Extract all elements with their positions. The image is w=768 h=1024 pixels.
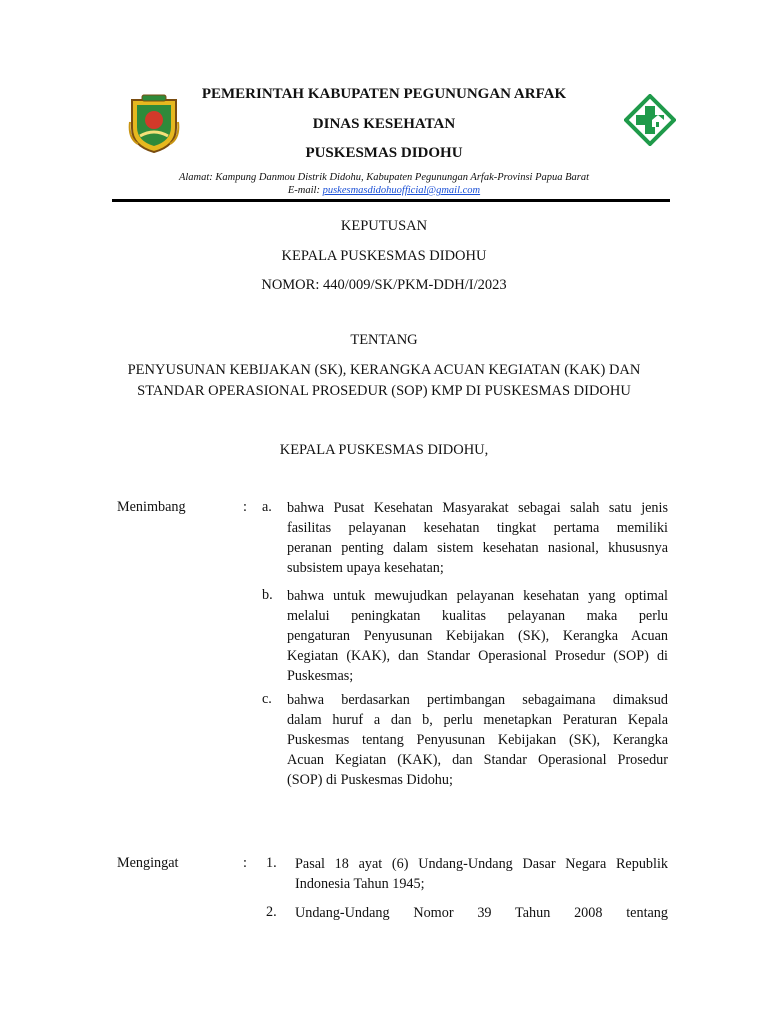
menimbang-c-line: dalam huruf a dan b, perlu menetapkan Peraturan Kepala xyxy=(287,712,668,728)
mengingat-item-2 xyxy=(295,903,668,923)
mengingat-2-line: Undang-Undang Nomor 39 Tahun 2008 tentang xyxy=(295,905,668,921)
menimbang-marker-a: a. xyxy=(262,499,272,515)
decree-title: KEPUTUSAN xyxy=(340,218,428,234)
menimbang-a-line: bahwa Pusat Kesehatan Masyarakat sebagai salah satu jenis xyxy=(287,500,668,516)
menimbang-colon: : xyxy=(243,499,247,515)
header-government: PEMERINTAH KABUPATEN PEGUNUNGAN ARFAK xyxy=(201,86,567,102)
menimbang-a-line: fasilitas pelayanan kesehatan tingkat pertama memiliki xyxy=(287,520,668,536)
decree-issuer: KEPALA PUSKESMAS DIDOHU xyxy=(281,248,487,264)
menimbang-b-line: Puskesmas; xyxy=(287,668,354,684)
menimbang-c-line: bahwa berdasarkan pertimbangan sebagaimana dimaksud xyxy=(287,692,668,708)
menimbang-b-line: bahwa untuk mewujudkan pelayanan kesehatan yang optimal xyxy=(287,588,668,604)
menimbang-marker-b: b. xyxy=(262,587,273,603)
menimbang-label: Menimbang xyxy=(117,499,186,515)
mengingat-1-line: Indonesia Tahun 1945; xyxy=(295,876,425,892)
email-label: E-mail: xyxy=(287,185,320,196)
menimbang-b-line: melalui peningkatan kualitas pelayanan maka perlu xyxy=(287,608,668,624)
menimbang-b-line: Kegiatan (KAK), dan Standar Operasional Prosedur (SOP) di xyxy=(287,648,668,664)
menimbang-a-line: subsistem upaya kesehatan; xyxy=(287,560,444,576)
header-address: Alamat: Kampung Danmou Distrik Didohu, Kabupaten Pegunungan Arfak-Provinsi Papua Barat xyxy=(178,172,590,183)
header-department: DINAS KESEHATAN xyxy=(312,116,456,132)
header-divider xyxy=(112,199,670,202)
mengingat-label: Mengingat xyxy=(117,855,179,871)
menimbang-a-line: peranan penting dalam sistem kesehatan nasional, khususnya xyxy=(287,540,668,556)
header-unit: PUSKESMAS DIDOHU xyxy=(305,145,463,161)
email-link[interactable]: puskesmasdidohuofficial@gmail.com xyxy=(322,185,481,196)
mengingat-marker-1: 1. xyxy=(266,855,277,871)
menimbang-c-line: (SOP) di Puskesmas Didohu; xyxy=(287,772,453,788)
menimbang-c-line: Acuan Kegiatan (KAK), dan Standar Operasional Prosedur xyxy=(287,752,668,768)
decree-subject-line1: PENYUSUNAN KEBIJAKAN (SK), KERANGKA ACUAN KEGIATAN (KAK) DAN xyxy=(127,362,641,378)
menimbang-item-a xyxy=(287,498,668,578)
menimbang-b-line: pengaturan Penyusunan Kebijakan (SK), Kerangka Acuan xyxy=(287,628,668,644)
menimbang-marker-c: c. xyxy=(262,691,272,707)
menimbang-c-line: Puskesmas tentang Penyusunan Kebijakan (SK), Kerangka xyxy=(287,732,668,748)
menimbang-item-b xyxy=(287,586,668,686)
decree-official: KEPALA PUSKESMAS DIDOHU, xyxy=(279,442,489,458)
decree-about: TENTANG xyxy=(350,332,418,348)
mengingat-colon: : xyxy=(243,855,247,871)
decree-number: NOMOR: 440/009/SK/PKM-DDH/I/2023 xyxy=(261,277,507,293)
mengingat-item-1 xyxy=(295,854,668,894)
decree-subject-line2: STANDAR OPERASIONAL PROSEDUR (SOP) KMP DI PUSKESMAS DIDOHU xyxy=(137,383,631,399)
header-email-line xyxy=(0,185,768,196)
mengingat-1-line: Pasal 18 ayat (6) Undang-Undang Dasar Negara Republik xyxy=(295,856,668,872)
menimbang-item-c xyxy=(287,690,668,790)
mengingat-marker-2: 2. xyxy=(266,904,277,920)
